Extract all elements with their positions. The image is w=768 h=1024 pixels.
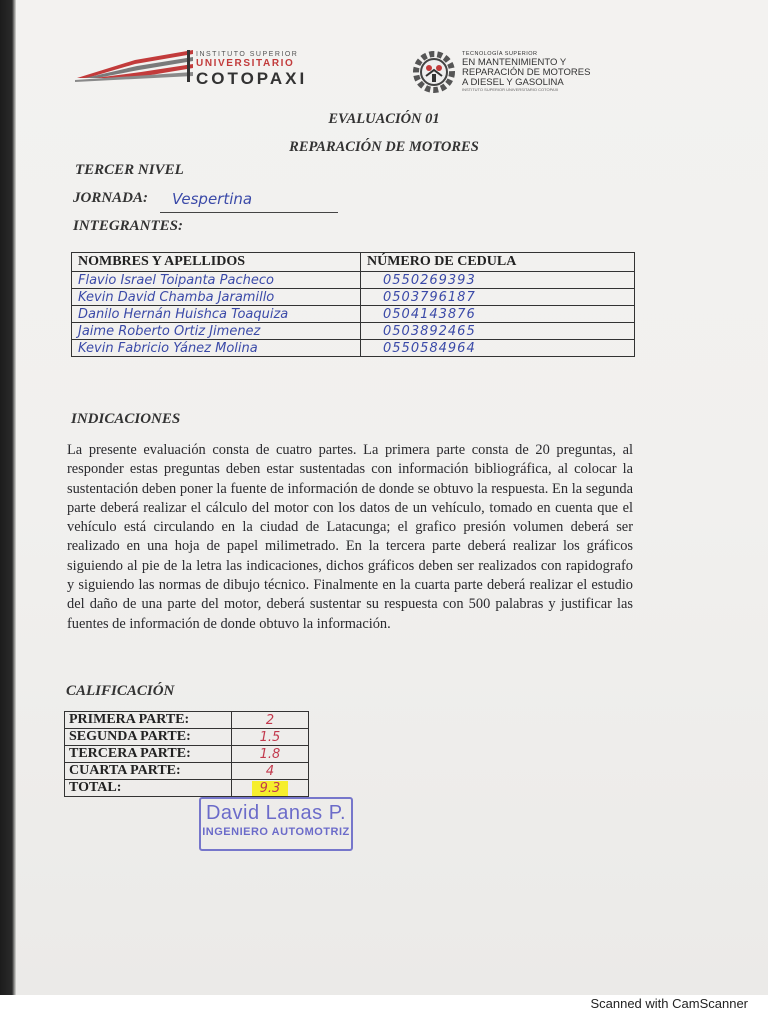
grade-value: 1.8 xyxy=(232,746,309,763)
logo-line-3: COTOPAXI xyxy=(196,69,308,88)
stamp-title: INGENIERO AUTOMOTRIZ xyxy=(202,826,350,838)
indicaciones-heading: INDICACIONES xyxy=(71,411,181,427)
member-name: Kevin David Chamba Jaramillo xyxy=(72,289,361,306)
members-header-row xyxy=(72,253,635,272)
total-value xyxy=(232,780,309,797)
header-cedula: NÚMERO DE CEDULA xyxy=(361,253,635,272)
logo-line-1: INSTITUTO SUPERIOR xyxy=(196,51,299,58)
member-cedula: 0504143876 xyxy=(361,306,635,323)
calificacion-heading: CALIFICACIÓN xyxy=(66,683,175,699)
table-row xyxy=(72,340,635,357)
logo-line-2: UNIVERSITARIO xyxy=(196,58,295,69)
carrera-line-2: EN MANTENIMIENTO Y xyxy=(462,56,567,68)
jornada-underline xyxy=(160,212,338,213)
member-name: Danilo Hernán Huishca Toaquiza xyxy=(72,306,361,323)
indicaciones-body: La presente evaluación consta de cuatro partes. La primera parte consta de 20 preguntas, al responder estas preguntas deben estar sustentadas con información bibliográfica, al colocar la sustentación deben poner la fuente de información de donde se obtuvo la respuesta. En la segunda parte deberá realizar el cálculo del motor con los datos de un vehículo, tomado en cuenta que el vehículo está circulando en la ciudad de Latacunga; el grafico presión volumen deberá ser realizado en una hoja de papel milimetrado. En la tercera parte deberá realizar los gráficos siguiendo al pie de la letra las indicaciones, dichos gráficos deben ser realizados con rapidografo y siguiendo las normas de dibujo técnico. Finalmente en la cuarta parte deberá realizar el estudio del daño de una parte del motor, deberá sustentar su respuesta con 500 palabras y justificar las fuentes de información de donde obtuvo la información. xyxy=(67,442,633,632)
grade-label: TERCERA PARTE: xyxy=(65,746,232,763)
carrera-line-4: A DIESEL Y GASOLINA xyxy=(462,76,564,88)
member-name: Flavio Israel Toipanta Pacheco xyxy=(72,272,361,289)
member-name: Kevin Fabricio Yánez Molina xyxy=(72,340,361,357)
member-cedula: 0503796187 xyxy=(361,289,635,306)
jornada-label: JORNADA: xyxy=(73,190,149,206)
carrera-line-3: REPARACIÓN DE MOTORES xyxy=(462,66,591,78)
grades-table xyxy=(64,711,309,797)
carrera-line-5: INSTITUTO SUPERIOR UNIVERSITARIO COTOPAXI xyxy=(462,86,559,92)
table-row xyxy=(65,746,309,763)
table-row xyxy=(72,323,635,340)
grade-label: PRIMERA PARTE: xyxy=(65,712,232,729)
grade-value: 4 xyxy=(232,763,309,780)
document-subtitle: REPARACIÓN DE MOTORES xyxy=(289,139,479,155)
table-row xyxy=(65,729,309,746)
stamp-name: David Lanas P. xyxy=(205,802,347,824)
member-cedula: 0550269393 xyxy=(361,272,635,289)
grade-value: 2 xyxy=(232,712,309,729)
jornada-value: Vespertina xyxy=(172,190,253,208)
table-row xyxy=(65,712,309,729)
table-row xyxy=(72,272,635,289)
table-row xyxy=(65,780,309,797)
document-title: EVALUACIÓN 01 xyxy=(328,111,440,127)
table-row xyxy=(72,306,635,323)
header-nombres: NOMBRES Y APELLIDOS xyxy=(72,253,361,272)
table-row xyxy=(72,289,635,306)
grade-value: 1.5 xyxy=(232,729,309,746)
member-cedula: 0503892465 xyxy=(361,323,635,340)
nivel-label: TERCER NIVEL xyxy=(75,162,184,178)
camscanner-watermark: Scanned with CamScanner xyxy=(590,996,748,1011)
cotopaxi-logo-text xyxy=(196,51,307,87)
total-label: TOTAL: xyxy=(65,780,232,797)
integrantes-label: INTEGRANTES: xyxy=(73,218,184,234)
member-cedula: 0550584964 xyxy=(361,340,635,357)
total-highlight: 9.3 xyxy=(252,781,289,796)
member-name: Jaime Roberto Ortiz Jimenez xyxy=(72,323,361,340)
gear-engine-logo-icon xyxy=(412,50,456,94)
table-row xyxy=(65,763,309,780)
carrera-line-1: TECNOLOGÍA SUPERIOR xyxy=(462,51,538,57)
members-table xyxy=(71,252,635,357)
engineer-stamp xyxy=(199,797,353,851)
grade-label: CUARTA PARTE: xyxy=(65,763,232,780)
carrera-logo-text xyxy=(462,52,590,92)
grade-label: SEGUNDA PARTE: xyxy=(65,729,232,746)
